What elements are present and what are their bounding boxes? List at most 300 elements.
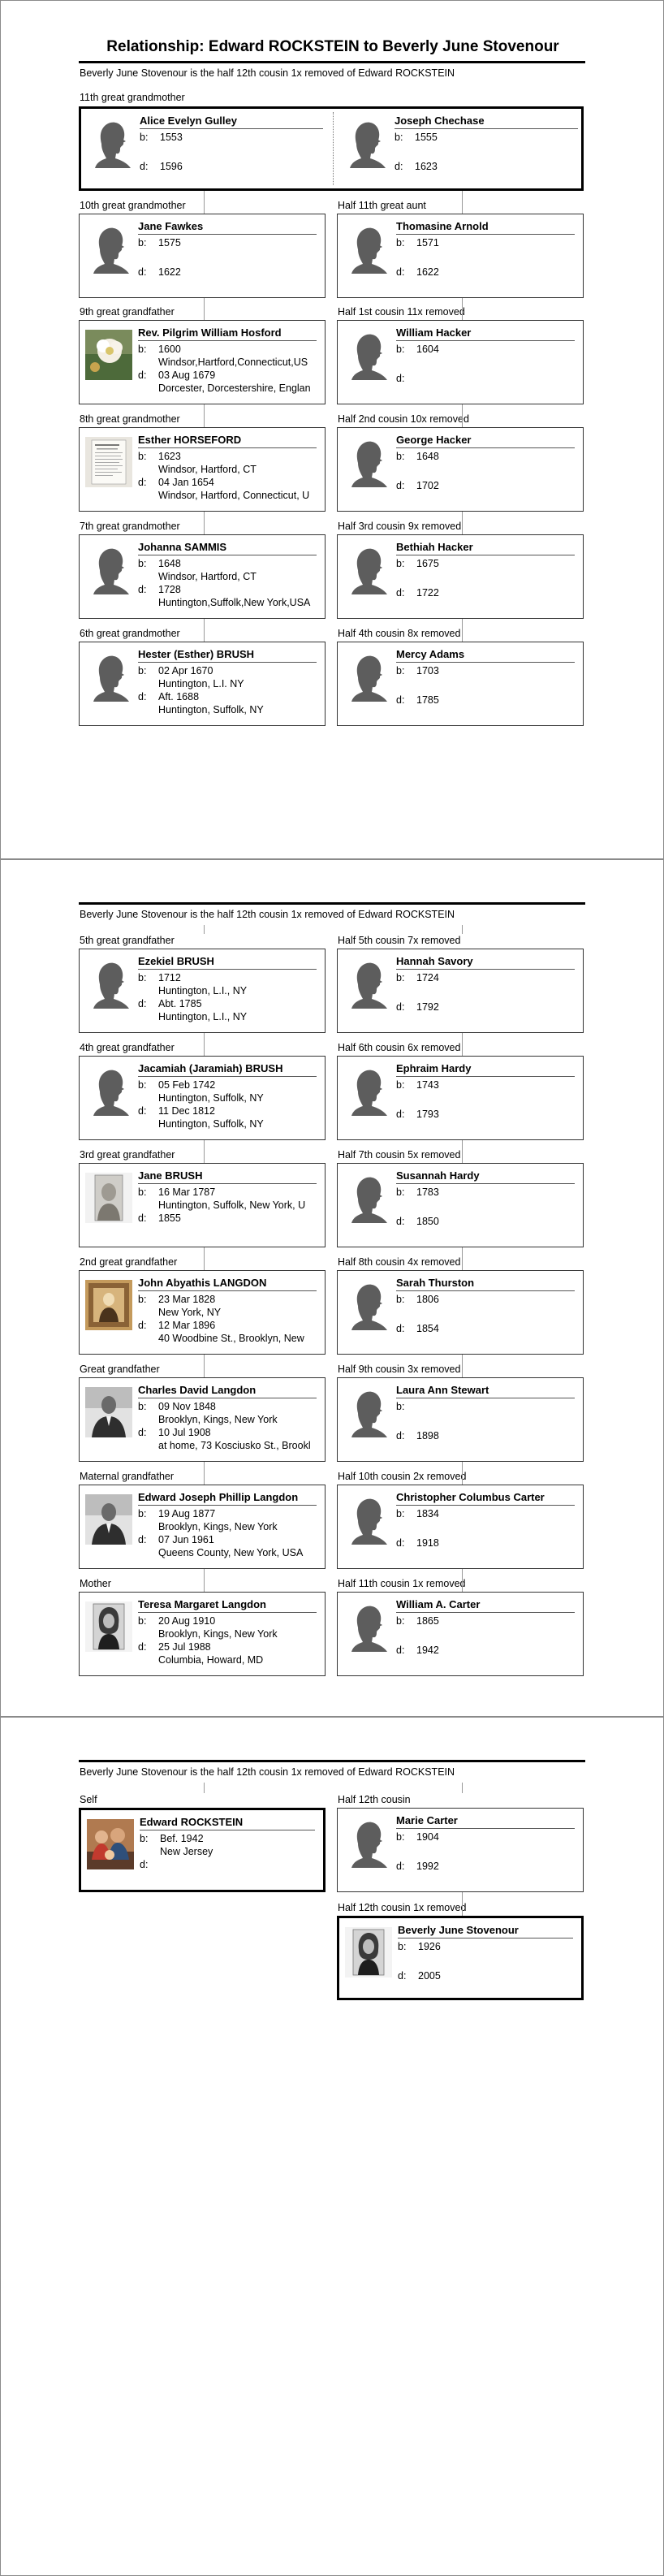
death-date (396, 1860, 578, 1873)
person-card[interactable] (79, 427, 326, 512)
person-name[interactable]: Sarah Thurston (396, 1277, 475, 1289)
birth-label: b: (138, 344, 147, 355)
death-date-value: 12 Mar 1896 (158, 1320, 216, 1331)
birth-label: b: (138, 1079, 147, 1091)
death-date (396, 1537, 578, 1549)
person-name[interactable]: Alice Evelyn Gulley (140, 115, 237, 127)
person-name[interactable]: John Abyathis LANGDON (138, 1277, 267, 1289)
person-card[interactable] (337, 949, 584, 1033)
generation-label: 3rd great grandfather (80, 1149, 175, 1160)
report-page (0, 859, 664, 1717)
generation-label: 5th great grandfather (80, 935, 175, 946)
color-family-photo (87, 1819, 134, 1869)
death-label: d: (396, 1001, 405, 1013)
death-date-value: 25 Jul 1988 (158, 1641, 211, 1653)
birth-date (140, 1832, 318, 1845)
birth-date (396, 1830, 578, 1843)
person-card[interactable] (337, 1916, 584, 2000)
person-name[interactable]: Joseph Chechase (395, 115, 485, 127)
person-card[interactable] (79, 949, 326, 1033)
birth-label: b: (396, 1615, 405, 1627)
birth-place-value: Huntington, Suffolk, New York, U (158, 1199, 306, 1211)
person-card[interactable] (79, 320, 326, 404)
generation-label: Half 12th cousin (338, 1794, 411, 1805)
person-details (80, 1593, 325, 1677)
birth-label: b: (396, 972, 405, 983)
birth-date-value: Bef. 1942 (160, 1833, 204, 1844)
name-underline (138, 1076, 317, 1077)
birth-date-value: 1783 (416, 1186, 439, 1198)
person-name[interactable]: Marie Carter (396, 1814, 458, 1826)
death-date (396, 1644, 578, 1657)
person-name[interactable]: Beverly June Stovenour (398, 1924, 519, 1936)
person-details (80, 1485, 325, 1570)
name-underline (396, 1505, 575, 1506)
person-name[interactable]: Esther HORSEFORD (138, 434, 242, 446)
birth-place-value: Huntington, L.I. NY (158, 678, 244, 689)
person-name[interactable]: Laura Ann Stewart (396, 1384, 489, 1396)
death-place (138, 1653, 340, 1666)
person-name[interactable]: Edward ROCKSTEIN (140, 1816, 244, 1828)
birth-label: b: (396, 1294, 405, 1305)
person-card[interactable] (79, 642, 326, 726)
person-name[interactable]: Jane Fawkes (138, 220, 204, 232)
death-label: d: (140, 1859, 149, 1870)
birth-date (138, 557, 320, 570)
birth-label: b: (396, 1831, 405, 1843)
connector-line (204, 1355, 205, 1377)
silhouette-icon (343, 958, 390, 1009)
generation-label: Half 12th cousin 1x removed (338, 1902, 467, 1913)
death-date-value: 1623 (415, 161, 438, 172)
birth-label: b: (396, 558, 405, 569)
death-date (398, 1969, 576, 1982)
death-label: d: (138, 1534, 147, 1545)
title-rule (79, 61, 585, 63)
death-date (396, 1108, 578, 1121)
birth-date (396, 1400, 578, 1413)
death-place-value: Windsor, Hartford, Connecticut, U (158, 490, 310, 501)
name-underline (138, 1612, 317, 1613)
person-card[interactable] (81, 109, 331, 193)
birth-date-value: 1648 (416, 451, 439, 462)
connector-line (462, 191, 463, 214)
silhouette-icon (85, 223, 132, 274)
death-date-value: 1942 (416, 1645, 439, 1656)
birth-label: b: (398, 1941, 407, 1952)
death-label: d: (396, 1430, 405, 1441)
birth-date-value: 19 Aug 1877 (158, 1508, 216, 1519)
generation-label: 9th great grandfather (80, 306, 175, 318)
silhouette-icon (342, 118, 389, 168)
connector-line (462, 619, 463, 642)
birth-date-value: 1623 (158, 451, 181, 462)
death-place-value: Columbia, Howard, MD (158, 1654, 264, 1666)
person-details (338, 642, 583, 727)
birth-label: b: (138, 1615, 147, 1627)
death-label: d: (138, 691, 147, 702)
generation-label: Half 8th cousin 4x removed (338, 1256, 461, 1268)
death-place-value: Huntington, L.I., NY (158, 1011, 248, 1022)
person-name[interactable]: Ezekiel BRUSH (138, 955, 214, 967)
name-underline (396, 340, 575, 341)
connector-line (204, 1569, 205, 1592)
birth-place (138, 1199, 340, 1212)
silhouette-icon (343, 1494, 390, 1545)
birth-date-value: 02 Apr 1670 (158, 665, 213, 676)
death-date-value: 1722 (416, 587, 439, 599)
generation-label: Great grandfather (80, 1364, 160, 1375)
name-underline (396, 662, 575, 663)
silhouette-icon (343, 1601, 390, 1652)
person-card[interactable] (337, 214, 584, 298)
birth-label: b: (138, 1186, 147, 1198)
person-name[interactable]: Thomasine Arnold (396, 220, 489, 232)
person-card[interactable] (79, 1808, 326, 1892)
person-card[interactable] (79, 1056, 326, 1140)
death-label: d: (140, 161, 149, 172)
death-date-value: 1728 (158, 584, 181, 595)
name-underline (138, 662, 317, 663)
person-details (80, 321, 325, 405)
birth-date-value: 1865 (416, 1615, 439, 1627)
death-label: d: (138, 370, 147, 381)
person-name[interactable]: Jacamiah (Jaramiah) BRUSH (138, 1062, 283, 1074)
connector-line (204, 1033, 205, 1056)
connector-line (462, 1569, 463, 1592)
person-details (338, 535, 583, 620)
birth-date-value: 1648 (158, 558, 181, 569)
birth-label: b: (138, 1508, 147, 1519)
person-name[interactable]: Susannah Hardy (396, 1169, 480, 1182)
connector-line (204, 298, 205, 320)
person-name[interactable]: Mercy Adams (396, 648, 465, 660)
person-name[interactable]: Bethiah Hacker (396, 541, 473, 553)
death-label: d: (396, 694, 405, 706)
death-date (396, 479, 578, 492)
name-underline (138, 1505, 317, 1506)
birth-label: b: (138, 237, 147, 249)
connector-line (204, 1140, 205, 1163)
person-name[interactable]: Hester (Esther) BRUSH (138, 648, 255, 660)
birth-date-value: 1604 (416, 344, 439, 355)
person-details (338, 428, 583, 512)
birth-date-value: 20 Aug 1910 (158, 1615, 216, 1627)
birth-place-value: Windsor, Hartford, CT (158, 571, 257, 582)
death-date (138, 266, 320, 279)
death-label: d: (138, 998, 147, 1009)
death-place-value: Huntington,Suffolk,New York,USA (158, 597, 311, 608)
birth-place (138, 356, 340, 369)
death-label: d: (396, 1323, 405, 1334)
birth-place (138, 677, 340, 690)
generation-label: 8th great grandmother (80, 413, 180, 425)
birth-date-value: 1675 (416, 558, 439, 569)
birth-date-value: 1712 (158, 972, 181, 983)
generation-label: 7th great grandmother (80, 521, 180, 532)
birth-label: b: (140, 1833, 149, 1844)
person-details (80, 1378, 325, 1463)
person-details (80, 1057, 325, 1141)
death-date-value: 1855 (158, 1212, 181, 1224)
birth-date (138, 1293, 320, 1306)
connector-line (204, 404, 205, 427)
bw-woman-photo (345, 1927, 392, 1977)
generation-label: Mother (80, 1578, 111, 1589)
generation-label: Half 3rd cousin 9x removed (338, 521, 462, 532)
person-card[interactable] (337, 1592, 584, 1676)
birth-date (138, 1078, 320, 1091)
person-name[interactable]: William Hacker (396, 326, 472, 339)
birth-date (396, 1186, 578, 1199)
couple-card[interactable] (79, 106, 584, 191)
person-details (338, 1593, 583, 1677)
birth-place-value: Windsor,Hartford,Connecticut,US (158, 357, 308, 368)
name-underline (138, 447, 317, 448)
report-title: Relationship: Edward ROCKSTEIN to Beverly June Stovenour (106, 38, 559, 55)
person-name[interactable]: Ephraim Hardy (396, 1062, 472, 1074)
person-details (80, 535, 325, 620)
person-card[interactable] (79, 534, 326, 619)
generation-label: Half 11th cousin 1x removed (338, 1578, 466, 1589)
death-date (138, 1212, 320, 1225)
birth-date-value: 1834 (416, 1508, 439, 1519)
death-date-value: 2005 (418, 1970, 441, 1982)
birth-date (138, 664, 320, 677)
death-place-value: Queens County, New York, USA (158, 1547, 304, 1558)
person-details (338, 214, 583, 299)
birth-place (138, 570, 340, 583)
death-label: d: (395, 161, 403, 172)
person-card[interactable] (337, 1377, 584, 1462)
connector-line (204, 512, 205, 534)
death-date (138, 583, 320, 596)
death-date (138, 1426, 320, 1439)
death-place-value: Huntington, Suffolk, NY (158, 704, 264, 715)
death-date (396, 1429, 578, 1442)
person-name[interactable]: Christopher Columbus Carter (396, 1491, 545, 1503)
person-card[interactable] (337, 1056, 584, 1140)
connector-line (462, 404, 463, 427)
birth-date-value: 16 Mar 1787 (158, 1186, 216, 1198)
couple-divider (333, 112, 334, 185)
death-label: d: (396, 480, 405, 491)
birth-date (395, 131, 581, 144)
person-card[interactable] (79, 1592, 326, 1676)
connector-line (462, 1140, 463, 1163)
person-name[interactable]: Johanna SAMMIS (138, 541, 227, 553)
birth-date (396, 343, 578, 356)
title-rule (79, 1760, 585, 1762)
connector-line (204, 925, 205, 934)
generation-label: Half 10th cousin 2x removed (338, 1471, 467, 1482)
birth-date (396, 1293, 578, 1306)
person-details (80, 428, 325, 512)
relationship-subtitle: Beverly June Stovenour is the half 12th cousin 1x removed of Edward ROCKSTEIN (80, 67, 455, 79)
connector-line (462, 1247, 463, 1270)
birth-date-value: 1703 (416, 665, 439, 676)
birth-place (140, 1845, 338, 1858)
person-details (338, 949, 583, 1034)
person-card[interactable] (337, 1270, 584, 1355)
birth-date-value: 1806 (416, 1294, 439, 1305)
connector-line (462, 1355, 463, 1377)
birth-place-value: Windsor, Hartford, CT (158, 464, 257, 475)
death-label: d: (138, 1105, 147, 1117)
bw-man-photo (85, 1494, 132, 1545)
birth-date (138, 1186, 320, 1199)
person-name[interactable]: Teresa Margaret Langdon (138, 1598, 266, 1610)
silhouette-icon (343, 1173, 390, 1223)
birth-place-value: New Jersey (160, 1846, 213, 1857)
death-date-value: 07 Jun 1961 (158, 1534, 214, 1545)
person-details (80, 642, 325, 727)
person-card[interactable] (337, 1808, 584, 1892)
person-card[interactable] (336, 109, 586, 193)
person-details (80, 1164, 325, 1248)
generation-label: 4th great grandfather (80, 1042, 175, 1053)
death-place (138, 489, 340, 502)
birth-label: b: (396, 1079, 405, 1091)
death-label: d: (398, 1970, 407, 1982)
person-details (338, 1057, 583, 1141)
death-date-value: 10 Jul 1908 (158, 1427, 211, 1438)
person-name[interactable]: Rev. Pilgrim William Hosford (138, 326, 282, 339)
silhouette-icon (85, 1065, 132, 1116)
death-place (138, 382, 340, 395)
birth-label: b: (396, 451, 405, 462)
death-label: d: (396, 1216, 405, 1227)
generation-label: Half 9th cousin 3x removed (338, 1364, 461, 1375)
generation-label: 11th great grandmother (80, 92, 185, 103)
person-name[interactable]: William A. Carter (396, 1598, 481, 1610)
birth-label: b: (138, 558, 147, 569)
generation-label: Half 2nd cousin 10x removed (338, 413, 469, 425)
person-details (338, 1485, 583, 1570)
person-card[interactable] (337, 320, 584, 404)
person-card[interactable] (79, 1485, 326, 1569)
birth-place-value: Brooklyn, Kings, New York (158, 1414, 278, 1425)
person-name[interactable]: Jane BRUSH (138, 1169, 203, 1182)
person-card[interactable] (337, 642, 584, 726)
death-date-value: 1702 (416, 480, 439, 491)
name-underline (138, 234, 317, 235)
birth-place (138, 1413, 340, 1426)
birth-label: b: (138, 972, 147, 983)
person-name[interactable]: Edward Joseph Phillip Langdon (138, 1491, 299, 1503)
generation-label: Half 6th cousin 6x removed (338, 1042, 461, 1053)
death-label: d: (138, 477, 147, 488)
birth-date (138, 971, 320, 984)
death-label: d: (396, 1645, 405, 1656)
death-date-value: 1918 (416, 1537, 439, 1549)
connector-line (204, 1783, 205, 1793)
silhouette-icon (85, 651, 132, 702)
birth-date (138, 1507, 320, 1520)
sepia-photo (85, 1280, 132, 1330)
birth-date (138, 1400, 320, 1413)
person-details (80, 949, 325, 1034)
birth-label: b: (396, 1508, 405, 1519)
silhouette-icon (343, 330, 390, 380)
birth-date (396, 450, 578, 463)
person-card[interactable] (79, 1163, 326, 1247)
person-details (338, 1378, 583, 1463)
birth-label: b: (396, 1186, 405, 1198)
death-label: d: (396, 1861, 405, 1872)
death-date (396, 586, 578, 599)
person-details (80, 214, 325, 299)
generation-label: 2nd great grandfather (80, 1256, 178, 1268)
person-details (338, 1164, 583, 1248)
death-date-value: 1992 (416, 1861, 439, 1872)
person-card[interactable] (337, 427, 584, 512)
death-date-value: 1793 (416, 1109, 439, 1120)
person-name[interactable]: Hannah Savory (396, 955, 473, 967)
birth-date (396, 664, 578, 677)
silhouette-icon (343, 437, 390, 487)
name-underline (138, 1290, 317, 1291)
generation-label: Half 5th cousin 7x removed (338, 935, 461, 946)
death-date (138, 1319, 320, 1332)
birth-place (138, 1306, 340, 1319)
person-card[interactable] (337, 534, 584, 619)
birth-date (398, 1940, 576, 1953)
connector-line (204, 619, 205, 642)
birth-date (396, 557, 578, 570)
silhouette-icon (87, 118, 134, 168)
birth-place (138, 1520, 340, 1533)
name-underline (396, 447, 575, 448)
death-date-value: Abt. 1785 (158, 998, 202, 1009)
birth-date (138, 450, 320, 463)
death-place (138, 1010, 340, 1023)
death-place (138, 596, 340, 609)
name-underline (396, 1612, 575, 1613)
death-place-value: at home, 73 Kosciusko St., Brookl (158, 1440, 311, 1451)
birth-label: b: (140, 132, 149, 143)
person-card[interactable] (337, 1163, 584, 1247)
birth-date-value: 09 Nov 1848 (158, 1401, 216, 1412)
person-card[interactable] (79, 1270, 326, 1355)
death-date (396, 266, 578, 279)
connector-line (462, 298, 463, 320)
name-underline (396, 1076, 575, 1077)
document-photo (85, 437, 132, 487)
person-card[interactable] (79, 214, 326, 298)
connector-line (462, 1033, 463, 1056)
name-underline (396, 1828, 575, 1829)
birth-place-value: Huntington, L.I., NY (158, 985, 248, 996)
person-card[interactable] (337, 1485, 584, 1569)
connector-line (462, 1892, 463, 1916)
death-label: d: (396, 1109, 405, 1120)
person-card[interactable] (79, 1377, 326, 1462)
death-label: d: (396, 373, 405, 384)
person-name[interactable]: George Hacker (396, 434, 472, 446)
person-details (339, 1918, 581, 2003)
bw-man-photo (85, 1387, 132, 1437)
name-underline (138, 969, 317, 970)
death-date (395, 160, 581, 173)
death-label: d: (138, 1212, 147, 1224)
death-label: d: (138, 1427, 147, 1438)
silhouette-icon (343, 223, 390, 274)
death-date (140, 160, 326, 173)
person-name[interactable]: Charles David Langdon (138, 1384, 257, 1396)
death-date (138, 1533, 320, 1546)
person-details (81, 1810, 323, 1895)
